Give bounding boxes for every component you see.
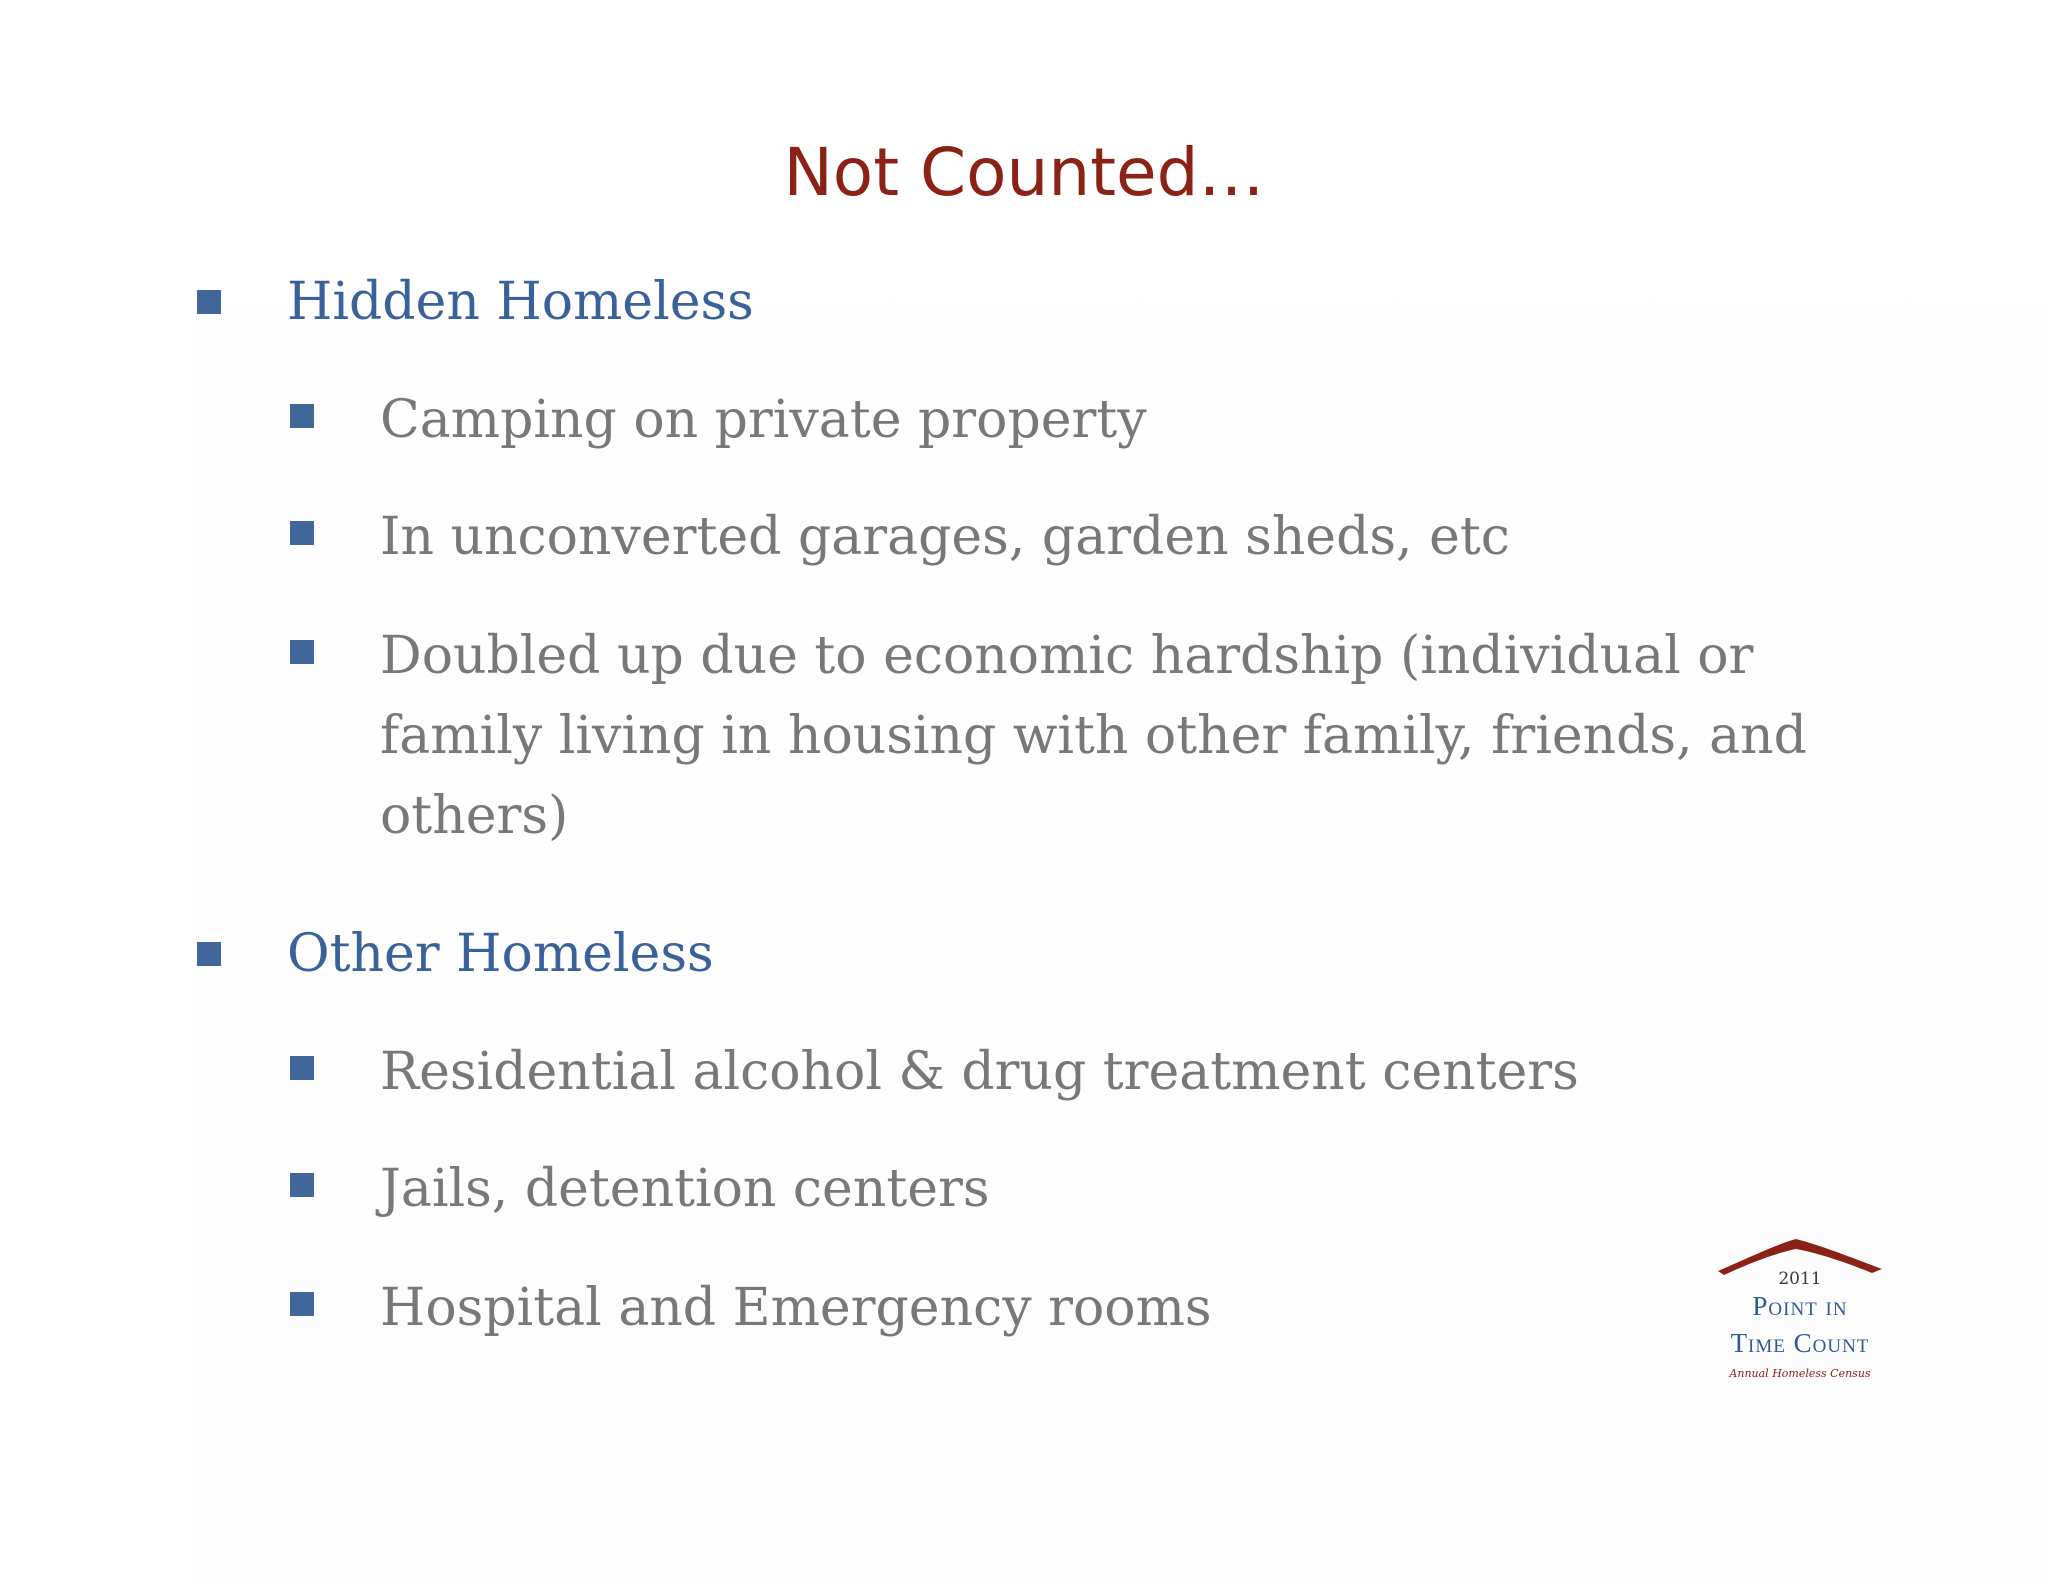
section-heading-label: Other Homeless: [287, 924, 714, 984]
section-heading-hidden-homeless: [197, 270, 754, 334]
slide-title: Not Counted…: [783, 134, 1265, 211]
square-bullet-icon: [290, 1056, 314, 1080]
square-bullet-icon: [290, 521, 314, 545]
square-bullet-icon: [290, 640, 314, 664]
logo-subtitle: Annual Homeless Census: [1729, 1367, 1871, 1380]
logo-line-2: Time Count: [1730, 1328, 1870, 1358]
list-item-text: Residential alcohol & drug treatment centers: [380, 1042, 1579, 1102]
list-item: [290, 497, 1510, 577]
list-item-text: Doubled up due to economic hardship (individual or family living in housing with other family, friends, and others): [380, 626, 1807, 846]
square-bullet-icon: [290, 1292, 314, 1316]
square-bullet-icon: [197, 290, 221, 314]
list-item-text: In unconverted garages, garden sheds, etc: [380, 507, 1510, 567]
list-item: [290, 1268, 1212, 1348]
section-heading-other-homeless: [197, 922, 714, 986]
list-item: [290, 1032, 1579, 1112]
point-in-time-count-logo: [1710, 1235, 1890, 1385]
logo-line-1: Point in: [1752, 1291, 1848, 1321]
section-heading-label: Hidden Homeless: [287, 272, 754, 332]
list-item: [290, 1149, 990, 1229]
square-bullet-icon: [290, 404, 314, 428]
logo-year: 2011: [1778, 1269, 1822, 1289]
square-bullet-icon: [197, 942, 221, 966]
list-item: [290, 380, 1147, 460]
list-item-text: Jails, detention centers: [380, 1159, 990, 1219]
list-item: [290, 616, 1830, 856]
list-item-text: Camping on private property: [380, 390, 1147, 450]
list-item-text: Hospital and Emergency rooms: [380, 1278, 1212, 1338]
square-bullet-icon: [290, 1173, 314, 1197]
